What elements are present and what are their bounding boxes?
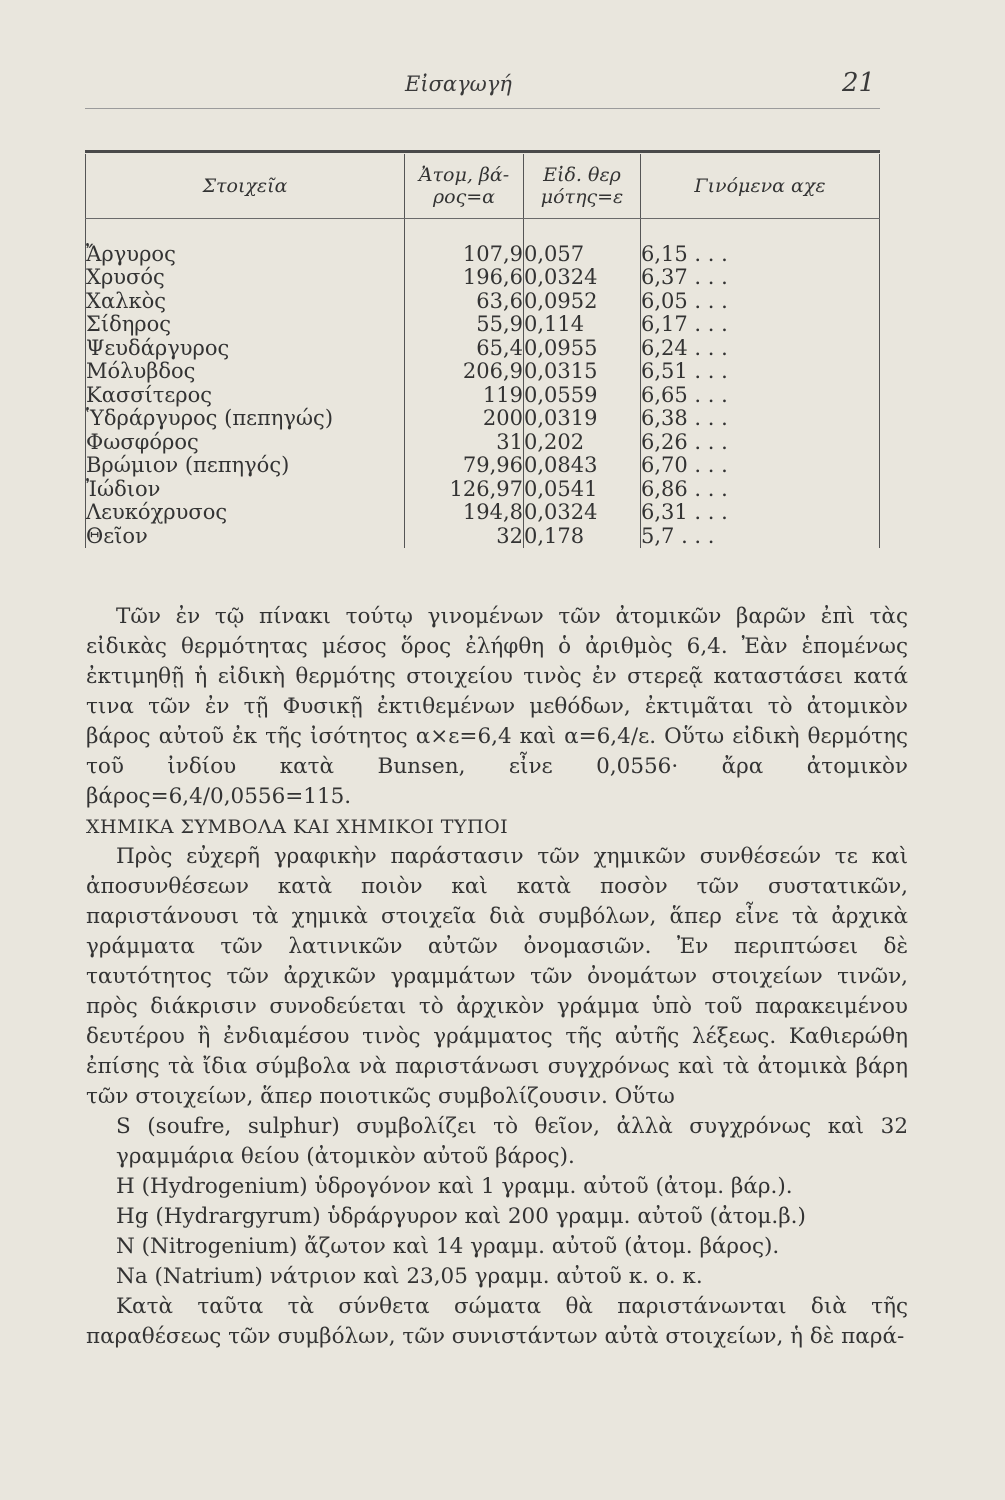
element-name: Ψευδάργυρος [86, 337, 405, 361]
product: 6,17 . . . [641, 313, 880, 337]
symbol-line-nitrogen: N (Nitrogenium) ἄζωτον καὶ 14 γραμμ. αὐτοῦ (ἀτομ. βάρος). [116, 1234, 780, 1259]
specific-heat: 0,0315 [524, 360, 641, 384]
element-name: Φωσφόρος [86, 431, 405, 455]
product: 6,38 . . . [641, 407, 880, 431]
table-row [86, 407, 880, 431]
element-name: Ἄργυρος [86, 243, 405, 267]
page-number: 21 [842, 68, 876, 98]
table-row [86, 243, 880, 267]
element-name: Χαλκὸς [86, 290, 405, 314]
atomic-weight: 65,4 [405, 337, 524, 361]
symbol-line-sulphur: S (soufre, sulphur) συμβολίζει τὸ θεῖον, ἀλλὰ συγχρόνως καὶ 32 γραμμάρια θείου (ἀτομικὸν αὐτοῦ βάρος). [116, 1114, 908, 1169]
specific-heat: 0,0955 [524, 337, 641, 361]
product: 6,86 . . . [641, 478, 880, 502]
column-header-products: Γινόμενα αχε [641, 154, 880, 219]
specific-heat: 0,0324 [524, 266, 641, 290]
product: 6,65 . . . [641, 384, 880, 408]
product: 5,7 . . . [641, 525, 880, 549]
element-name: Θεῖον [86, 525, 405, 549]
column-header-specific-heat: Εἰδ. θερ μότης=ε [524, 154, 641, 219]
table-row [86, 266, 880, 290]
specific-heat: 0,0843 [524, 454, 641, 478]
paragraph-mean-value: Τῶν ἐν τῷ πίνακι τούτῳ γινομένων τῶν ἀτομικῶν βαρῶν ἐπὶ τὰς εἰδικὰς θερμότητας μέσος ὅρος ἐλήφθη ὁ ἀριθμὸς 6,4. Ἐὰν ἑπομένως ἐκτιμηθῇ ἡ εἰδικὴ θερμότης στοιχείου τινὸς ἐν στερεᾷ καταστάσει κατά τινα τῶν ἐν τῇ Φυσικῇ ἐκτιθεμένων μεθόδων, ἐκτιμᾶται τὸ ἀτομικὸν βάρος αὐτοῦ ἐκ τῆς ἰσότητος α×ε=6,4 καὶ α=6,4/ε. Οὕτω εἰδικὴ θερμότης τοῦ ἰνδίου κατὰ Bunsen, εἶνε 0,0556· ἄρα ἀτομικὸν βάρος=6,4/0,0556=115. [86, 604, 908, 809]
table-top-rule [85, 150, 880, 153]
specific-heat: 0,0324 [524, 501, 641, 525]
running-header: Εἰσαγωγή [405, 72, 512, 96]
table-row [86, 313, 880, 337]
body-text [86, 602, 908, 1352]
table-row [86, 431, 880, 455]
element-name: Βρώμιον (πεπηγός) [86, 454, 405, 478]
table-row [86, 337, 880, 361]
element-name: Ὑδράργυρος (πεπηγώς) [86, 407, 405, 431]
symbol-line-mercury: Hg (Hydrargyrum) ὑδράργυρον καὶ 200 γραμμ. αὐτοῦ (ἀτομ.β.) [116, 1204, 806, 1229]
table-row [86, 478, 880, 502]
specific-heat: 0,178 [524, 525, 641, 549]
column-header-atomic-weight: Ἀτομ, βά-ρος=α [405, 154, 524, 219]
symbol-line-hydrogen: H (Hydrogenium) ὑδρογόνον καὶ 1 γραμμ. αὐτοῦ (ἀτομ. βάρ.). [116, 1174, 793, 1199]
product: 6,24 . . . [641, 337, 880, 361]
product: 6,51 . . . [641, 360, 880, 384]
atomic-weight: 31 [405, 431, 524, 455]
specific-heat: 0,202 [524, 431, 641, 455]
element-name: Λευκόχρυσος [86, 501, 405, 525]
paragraph-compounds: Κατὰ ταῦτα τὰ σύνθετα σώματα θὰ παριστάνωνται διὰ τῆς παραθέσεως τῶν συμβόλων, τῶν συνιστάντων αὐτὰ στοιχείων, ἡ δὲ παρά- [86, 1294, 908, 1349]
atomic-weight: 200 [405, 407, 524, 431]
specific-heat: 0,0319 [524, 407, 641, 431]
specific-heat: 0,0559 [524, 384, 641, 408]
atomic-weight: 196,6 [405, 266, 524, 290]
atomic-weight: 107,9 [405, 243, 524, 267]
product: 6,26 . . . [641, 431, 880, 455]
table-row [86, 290, 880, 314]
header-rule [85, 108, 880, 109]
table-row [86, 360, 880, 384]
atomic-weight: 206,9 [405, 360, 524, 384]
table-row [86, 501, 880, 525]
atomic-weight: 32 [405, 525, 524, 549]
specific-heat: 0,114 [524, 313, 641, 337]
paragraph-symbols: Πρὸς εὐχερῆ γραφικὴν παράστασιν τῶν χημικῶν συνθέσεών τε καὶ ἀποσυνθέσεων κατὰ ποιὸν καὶ κατὰ ποσὸν τῶν συστατικῶν, παριστάνουσι τὰ χημικὰ στοιχεῖα διὰ συμβόλων, ἅπερ εἶνε τὰ ἀρχικὰ γράμματα τῶν λατινικῶν αὐτῶν ὀνομασιῶν. Ἐν περιπτώσει δὲ ταυτότητος τῶν ἀρχικῶν γραμμάτων τῶν ὀνομάτων στοιχείων τινῶν, πρὸς διάκρισιν συνοδεύεται τὸ ἀρχικὸν γράμμα ὑπὸ τοῦ παρακειμένου δευτέρου ἢ ἐνδιαμέσου τινὸς γράμματος τῆς αὐτῆς λέξεως. Καθιερώθη ἐπίσης τὰ ἴδια σύμβολα νὰ παριστάνωσι συγχρόνως καὶ τὰ ἀτομικὰ βάρη τῶν στοιχείων, ἅπερ ποιοτικῶς συμβολίζουσιν. Οὕτω [86, 844, 908, 1109]
product: 6,37 . . . [641, 266, 880, 290]
atomic-weight: 194,8 [405, 501, 524, 525]
specific-heat-table [85, 154, 880, 548]
column-header-elements: Στοιχεῖα [86, 154, 405, 219]
element-name: Κασσίτερος [86, 384, 405, 408]
product: 6,31 . . . [641, 501, 880, 525]
product: 6,15 . . . [641, 243, 880, 267]
specific-heat: 0,057 [524, 243, 641, 267]
table-row [86, 525, 880, 549]
atomic-weight: 79,96 [405, 454, 524, 478]
atomic-weight: 63,6 [405, 290, 524, 314]
atomic-weight: 119 [405, 384, 524, 408]
specific-heat: 0,0541 [524, 478, 641, 502]
element-name: Μόλυβδος [86, 360, 405, 384]
product: 6,05 . . . [641, 290, 880, 314]
table-row [86, 454, 880, 478]
table-spacer-row [86, 219, 880, 243]
table-row [86, 384, 880, 408]
section-heading: ΧΗΜΙΚΑ ΣΥΜΒΟΛΑ ΚΑΙ ΧΗΜΙΚΟΙ ΤΥΠΟΙ [86, 816, 509, 838]
element-name: Χρυσός [86, 266, 405, 290]
element-name: Σίδηρος [86, 313, 405, 337]
symbol-line-sodium: Na (Natrium) νάτριον καὶ 23,05 γραμμ. αὐτοῦ κ. ο. κ. [116, 1264, 703, 1289]
product: 6,70 . . . [641, 454, 880, 478]
atomic-weight: 55,9 [405, 313, 524, 337]
specific-heat: 0,0952 [524, 290, 641, 314]
atomic-weight: 126,97 [405, 478, 524, 502]
table-header-row [86, 154, 880, 219]
element-name: Ἰώδιον [86, 478, 405, 502]
